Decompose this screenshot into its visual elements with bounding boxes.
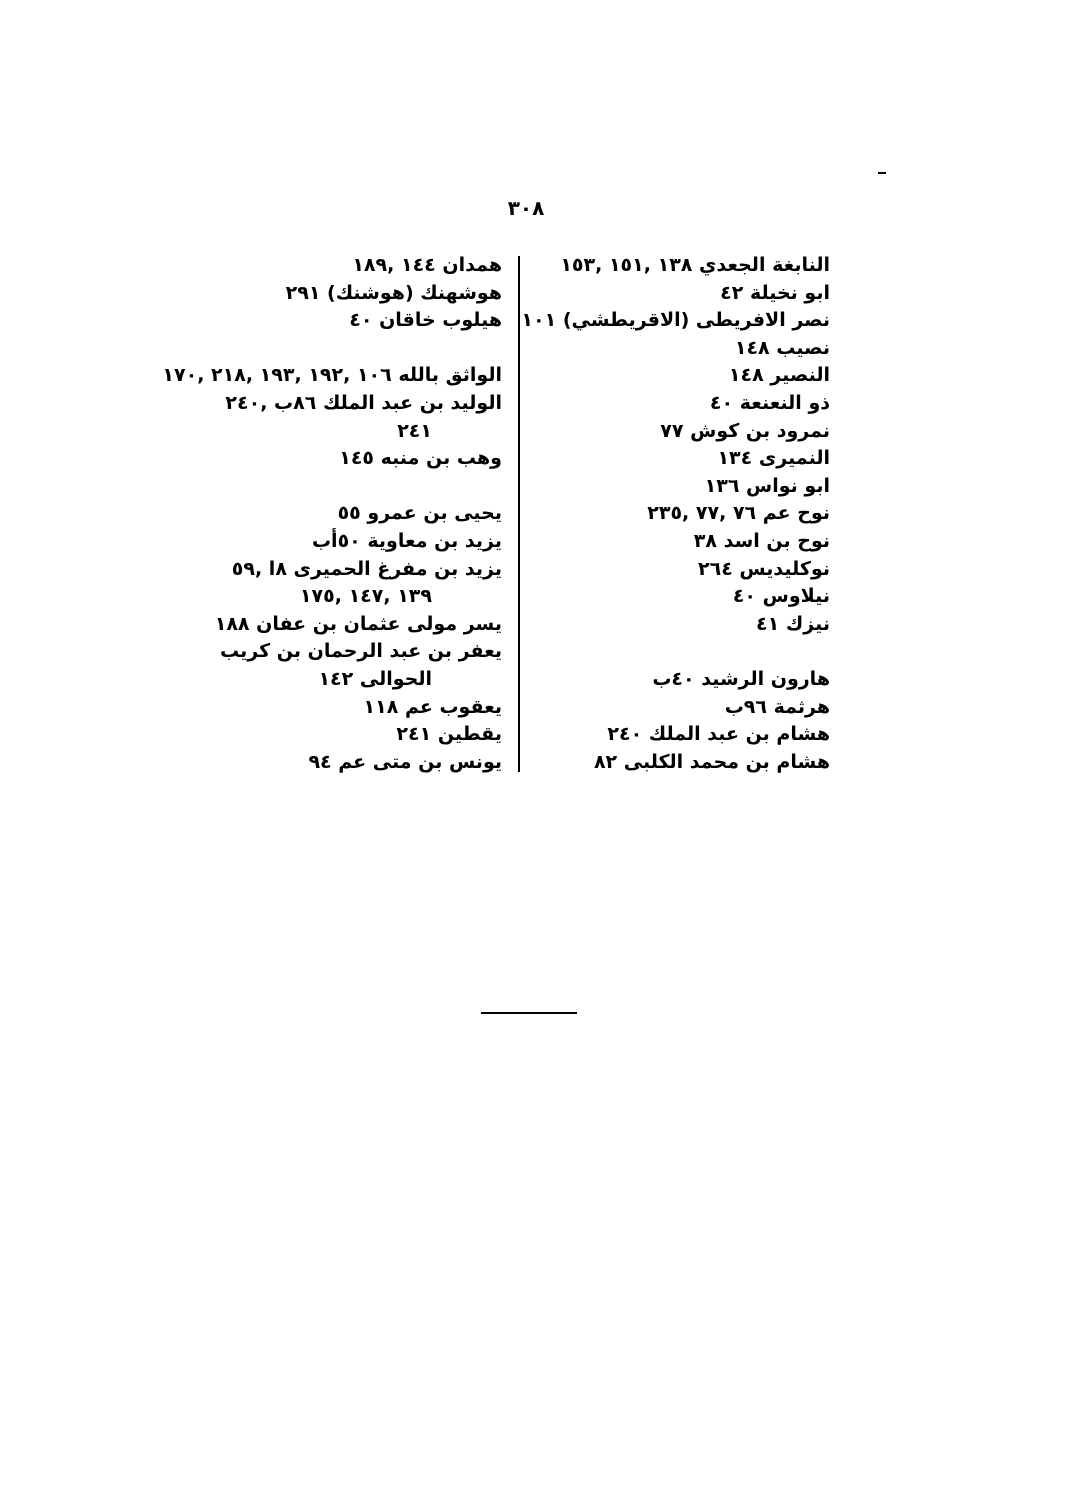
column-divider [518, 256, 520, 772]
entry-group-gap [200, 473, 502, 501]
index-entry-text: يزيد بن معاوية ٥٠أب [311, 529, 502, 552]
index-entry-text: يعقوب عم ١١٨ [363, 695, 502, 718]
index-entry [540, 500, 830, 528]
index-entry-text: يحيى بن عمرو ٥٥ [337, 502, 502, 525]
index-entry [540, 583, 830, 611]
index-entry-text: يونس بن متى عم ٩٤ [308, 750, 502, 773]
index-entry [540, 721, 830, 749]
index-entry-text: نصيب ١٤٨ [734, 336, 830, 359]
index-entry-text: هرثمة ٩٦ب [724, 695, 830, 718]
index-entry [540, 390, 830, 418]
index-entry [521, 307, 830, 335]
index-entry [540, 473, 830, 501]
index-entry-text: نصر الافريطى (الاقريطشي) ١٠١ [521, 309, 830, 332]
index-entry [162, 362, 502, 390]
index-entry [540, 666, 830, 694]
index-column-right [521, 252, 830, 776]
index-entry [200, 307, 502, 335]
index-entry-text: يسر مولى عثمان بن عفان ١٨٨ [214, 612, 502, 635]
index-entry [200, 500, 502, 528]
index-entry-continuation: ٢٤١ [397, 419, 432, 442]
page-number: ٣٠٨ [507, 196, 545, 220]
index-entry-text: نمرود بن كوش ٧٧ [660, 419, 830, 442]
corner-mark [878, 172, 886, 174]
index-entry [540, 556, 830, 584]
index-entry [200, 638, 502, 693]
index-entry-text: ابو نخيلة ٤٢ [720, 281, 830, 304]
index-entry [200, 252, 502, 280]
index-entry [540, 528, 830, 556]
index-entry [540, 694, 830, 722]
index-entry-text: نوح بن اسد ٣٨ [693, 529, 830, 552]
index-entry [540, 418, 830, 446]
index-entry-text: الوليد بن عبد الملك ٨٦ب ,٢٤٠ [225, 391, 502, 414]
index-entry-continuation: الحوالى ١٤٢ [318, 667, 432, 690]
index-entry [200, 556, 502, 611]
index-entry-text: النابغة الجعدي ١٣٨ ,١٥١ ,١٥٣ [560, 254, 830, 276]
index-entry [540, 749, 830, 777]
index-entry [540, 445, 830, 473]
index-entry-text: يزيد بن مفرغ الحميرى ٨ا ,٥٩ [231, 557, 502, 580]
index-entry-text: ابو نواس ١٣٦ [704, 474, 830, 497]
index-entry [200, 749, 502, 777]
index-entry [540, 611, 830, 639]
index-entry [200, 721, 502, 749]
index-entry-text: وهب بن منبه ١٤٥ [339, 447, 502, 470]
index-entry-text: نيزك ٤١ [756, 612, 830, 635]
index-entry-text: هشام بن عبد الملك ٢٤٠ [607, 723, 830, 746]
index-entry [200, 280, 502, 308]
index-entry-text: همدان ١٤٤ ,١٨٩ [352, 254, 502, 276]
index-entry [540, 252, 830, 280]
index-entry-text: نيلاوس ٤٠ [732, 585, 830, 608]
index-entry-text: النميرى ١٣٤ [717, 447, 830, 470]
index-entry [540, 335, 830, 363]
index-entry-text: هيلوب خاقان ٤٠ [349, 309, 502, 332]
index-column-left [162, 252, 502, 776]
index-entry-text: نوح عم ٧٦ ,٧٧ ,٢٣٥ [647, 502, 830, 525]
index-entry-text: النصير ١٤٨ [728, 364, 830, 387]
index-entry-text: يعفر بن عبد الرحمان بن كريب [220, 640, 502, 663]
index-entry [200, 445, 502, 473]
index-entry-text: هشام بن محمد الكلبى ٨٢ [593, 750, 830, 773]
index-entry [540, 362, 830, 390]
index-entry-text: هارون الرشيد ٤٠ب [652, 667, 830, 690]
index-entry [540, 280, 830, 308]
index-entry-text: هوشهنك (هوشنك) ٢٩١ [285, 281, 502, 304]
index-entry [200, 528, 502, 556]
index-entry [200, 390, 502, 445]
index-entry-text: نوكليديس ٢٦٤ [698, 557, 830, 580]
footer-rule [481, 1012, 577, 1014]
index-entry-text: الواثق بالله ١٠٦ ,١٩٢ ,١٩٣ ,٢١٨ ,١٧٠ [162, 364, 502, 387]
entry-group-gap [540, 638, 830, 666]
index-entry-continuation: ١٣٩ ,١٤٧ ,١٧٥ [299, 585, 432, 608]
index-entry [200, 694, 502, 722]
entry-group-gap [200, 335, 502, 363]
index-entry [200, 611, 502, 639]
index-entry-text: ذو النعنعة ٤٠ [709, 391, 830, 414]
index-entry-text: يقطين ٢٤١ [396, 723, 502, 746]
